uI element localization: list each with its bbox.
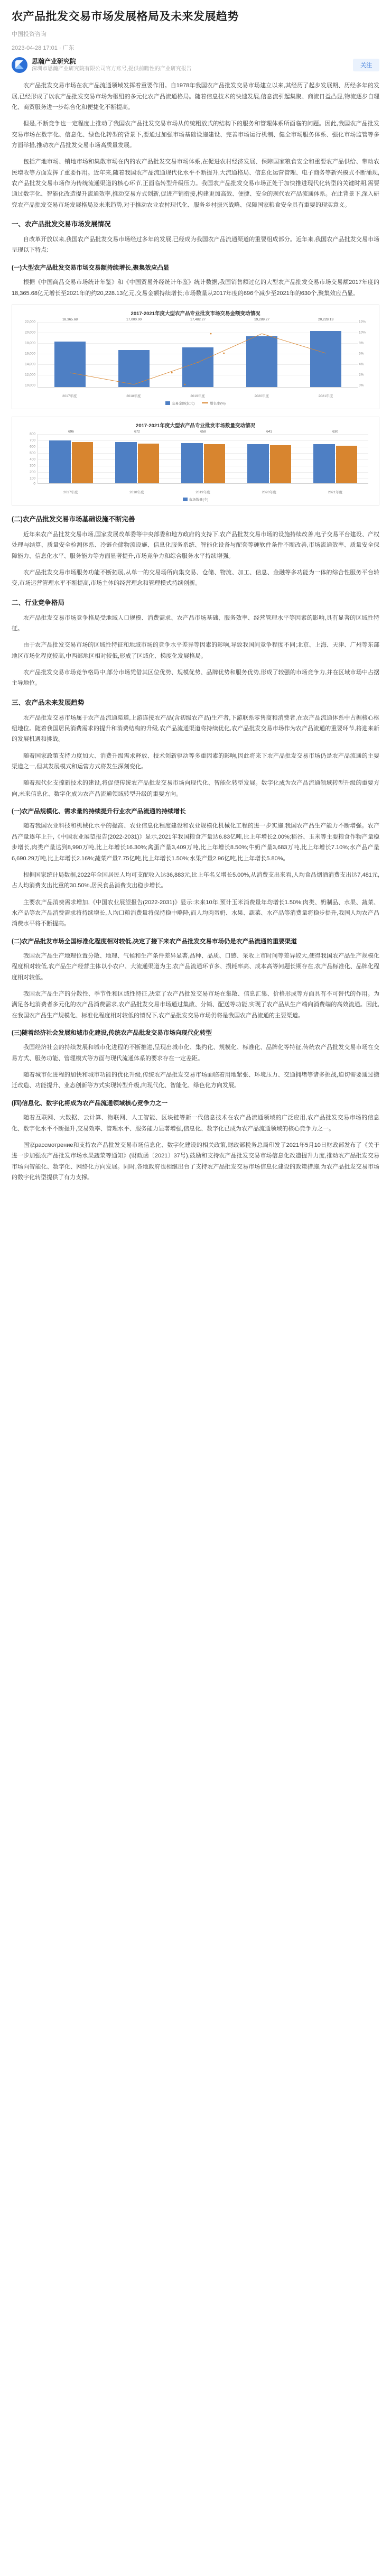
section-heading-6: (一)农产品规模化、需求量的持续提升行业农产品流通的持续增长 <box>12 808 186 815</box>
bar-secondary <box>204 444 225 483</box>
chart-1-xlabels <box>38 393 358 398</box>
section-5-paragraph-2: 随着国家政策支持力度加大、消费升级需求释放、技术创新驱动等多重因素的影响,因此将来下农产品批发交易市场仍是农产品流通的主要渠道之一,但其发展模式和运营方式将发生深刻变化。 <box>12 752 379 770</box>
chart-2-legend-item-0 <box>183 497 209 502</box>
chart-2-xlabel-2: 2019年度 <box>196 490 210 494</box>
bar <box>115 429 140 483</box>
chart-1-ytick-right-2: 8% <box>359 341 364 345</box>
bar-pair <box>246 429 293 483</box>
original-badge: 中国投资咨询 <box>12 31 46 38</box>
section-9-paragraph-1: 随着互联网、大数据、云计算、物联网、人工智能、区块链等新一代信息技术在农产品流通领域的广泛应用,农产品批发交易市场的信息化、数字化水平不断提升,交易效率、管理水平、服务能力显著增强,信息化、数字化已成为农产品流通领域的核心竞争力之一。 <box>12 1115 379 1132</box>
article-timestamp-row <box>12 43 379 52</box>
section-7-paragraph-1: 我国农产品生产地理位置分散、地理、气候和生产条件差异显著,品种、品质、口感、采收上市时间等差异较大,使得我国农产品生产规模化程度相对较低,农产品生产经营主体以小农户、大流通渠道为主,农产品流通环节多、损耗率高、成本高等问题长期存在,农产品标准化、品牌化程度相对较低。 <box>12 952 379 981</box>
section-8-paragraph-2: 随着城市化进程的加快和城市功能的优化升级,传统农产品批发交易市场面临着用地紧张、环境压力、交通拥堵等诸多挑战,迫切需要通过搬迁改造、功能提升、业态创新等方式实现转型升级,向现代化、智能化、绿色化方向发展。 <box>12 1072 379 1089</box>
section-6-paragraph-2: 根据国家统计局数据,2022年全国居民人均可支配收入达36,883元,比上年名义增长5.00%,从消费支出来看,人均食品烟酒消费支出达7,481元,占人均消费支出比重的30.50%,居民食品消费支出稳步增长。 <box>12 871 379 889</box>
intro-paragraph-1: 农产品批发交易市场在农产品流通领域发挥着重要作用。自1978年我国农产品批发交易市场建立以来,其经历了起步发展期、历经多年的发展,已经形成了以农产品批发交易市场为枢纽的多元化农产品流通格局。随着信息技术的快速发展,信息流引起集聚、商流日益凸显,物流逐步自理化、商贸服务进一步综合化和便捷化不断提高。 <box>12 82 379 111</box>
section-heading-5: 三、农产品未来发展趋势 <box>12 698 85 706</box>
section-5-paragraph-1: 农产品批发交易市场属于农产品流通渠道,上游连接农产品(含初级农产品)生产者,下游联系零售商和消费者,在农产品流通体系中占据核心枢纽地位。随着我国居民消费需求的提升和消费结构的升级,农产品流通渠道将持续优化,农产品批发交易市场作为农产品流通的重要环节,将迎来新的发展机遇和挑战。 <box>12 714 379 743</box>
page-title: 农产品批发交易市场发展格局及未来发展趋势 <box>12 11 239 23</box>
chart-1-legend-label-1: 增长率(%) <box>210 401 226 406</box>
intro-paragraph-2: 但是,不断竞争也一定程度上推动了我国农产品批发交易市场从传统粗放式的结构下的服务和管理体系所面临的问题。因此,我国农产品批发交易市场在数字化、信息化、绿色化转型的背景下,要通过加强市场基础设施建设、完善市场运行机制、健全市场服务体系、强化市场监管等多方面举措,推动农产品批发交易市场高质量发展。 <box>12 121 379 149</box>
bar <box>181 429 206 483</box>
chart-2-title: 2017-2021年度大型农产品专业批发市场数量变动情况 <box>136 422 255 429</box>
chart-1-trendline-points <box>38 322 358 387</box>
bar-group <box>236 429 302 483</box>
article-timestamp: 2023-04-28 17:01 · 广东 <box>12 45 75 52</box>
chart-2-xlabels <box>38 490 368 494</box>
chart-1-ytick-0: 22,000 <box>25 320 35 324</box>
section-2-paragraph-1: 根据《中国商品交易市场统计年鉴》和《中国贸易外经统计年鉴》统计数据,我国销售额过亿的大型农产品批发交易市场交易额2017年度的18,365.68亿元增长至2021年的约20,228.13亿元,交易金额持续增长;市场数量从2017年度的696个减少至2021年的630个,聚集效应凸显。 <box>12 279 379 297</box>
bar-value-0: 18,365.68 <box>62 317 78 321</box>
section-heading-8: (三)随着经济社会发展和城市化建设,传统农产品批发交易市场向现代化转型 <box>12 1030 212 1037</box>
bar <box>313 429 338 483</box>
bar-value-4: 630 <box>332 429 338 434</box>
chart-market-count <box>12 417 379 505</box>
chart-1-ytick-3: 16,000 <box>25 352 35 356</box>
chart-2-ytick-0: 800 <box>30 432 35 436</box>
section-heading-1: 一、农产品批发交易市场发展情况 <box>12 220 111 228</box>
chart-1-ytick-4: 14,000 <box>25 362 35 366</box>
author-card[interactable] <box>12 57 379 73</box>
chart-2-legend-label-0: 市场数量(个) <box>189 498 209 502</box>
chart-2-ytick-8: 0 <box>33 482 35 486</box>
bar-group <box>38 429 104 483</box>
chart-2-ytick-1: 700 <box>30 438 35 443</box>
section-heading-3: (二)农产品批发交易市场基础设施不断完善 <box>12 515 135 523</box>
bar-value-2: 17,482.27 <box>190 317 206 321</box>
chart-1-legend-item-0 <box>165 401 194 406</box>
bar-pair <box>114 429 161 483</box>
section-3-paragraph-2: 农产品批发交易市场服务功能不断拓展,从单一的交易场所向集交易、仓储、物流、加工、信息、金融等多功能为一体的综合性服务平台转变,市场运营管理水平不断提高,市场主体的经营理念和管理模式持续创新。 <box>12 569 379 587</box>
chart-1-area <box>17 317 374 399</box>
chart-1-ytick-1: 20,000 <box>25 330 35 335</box>
chart-1-xlabel-2: 2019年度 <box>190 394 205 398</box>
section-7-paragraph-2: 我国农产品生产的分散性、季节性和区域性特征,决定了农产品批发交易市场在集散、信息汇集、价格形成等方面具有不可替代的作用。为满足各地消费者多元化的农产品消费需求,农产品批发交易市场通过集散、分销、配送等功能,实现了农产品从生产端向消费端的高效流通。因此,在我国农产品生产规模化、标准化程度相对较低的情况下,农产品批发交易市场仍将是我国农产品流通的主要渠道。 <box>12 990 379 1019</box>
chart-1-ytick-2: 18,000 <box>25 341 35 345</box>
bar-value-2: 658 <box>200 429 206 434</box>
chart-1-legend-label-0: 交易金额(亿元) <box>172 401 195 406</box>
chart-2-ytick-7: 100 <box>30 476 35 481</box>
bar-group <box>302 429 368 483</box>
bar-pair <box>48 429 95 483</box>
chart-2-legend <box>15 497 376 502</box>
legend-swatch-icon <box>165 401 170 405</box>
chart-1-ytick-right-6: 0% <box>359 383 364 388</box>
bar-value-1: 17,000.00 <box>126 317 142 321</box>
bar-pair <box>312 429 359 483</box>
section-3-paragraph-1: 近年来农产品批发交易市场,国家发展改革委等中央部委和地方政府的支持下,农产品批发交易市场的设施持续改善,电子交易平台建设、产权处理与结算、质量安全检测体系、冷链仓储物流设施、信息化服务系统、智能化设备与配套等硬软件条件不断改善,市场流通效率、质量安全保障能力、信息化水平、服务能力等方面显著提升,市场竞争力和综合服务水平持续增强。 <box>12 531 379 559</box>
chart-2-xlabel-0: 2017年度 <box>63 490 78 494</box>
bar-group <box>104 429 170 483</box>
bar-value-3: 641 <box>266 429 272 434</box>
author-subtitle: 深圳市思瀚产业研究院有限公司官方账号,提供前瞻性的产业研究报告 <box>32 66 192 72</box>
section-heading-4: 二、行业竞争格局 <box>12 599 65 606</box>
section-6-paragraph-3: 主要农产品消费需求增加,《中国农业展望报告(2022-2031)》显示:未来10年,预计玉米消费量年均增长1.50%;肉类、奶制品、水果、蔬菜、水产品等农产品消费需求将持续增长,人均口粮消费量将保持稳中略降,而人均肉蛋奶、水果、蔬菜、水产品等消费量将稳步提升,我国人均农产品消费水平将不断提高。 <box>12 899 379 927</box>
chart-2-bars <box>38 429 368 483</box>
chart-2-ytick-5: 300 <box>30 464 35 468</box>
bar-group <box>170 429 236 483</box>
chart-1-ytick-right-3: 6% <box>359 352 364 356</box>
article-page <box>0 0 391 1204</box>
section-heading-7: (二)农产品批发市场全国标准化程度相对较低,决定了接下来农产品批发交易市场仍是农产品流通的重要渠道 <box>12 938 297 945</box>
section-4-paragraph-2: 由于农产品批发交易市场的区域性特征和地域市场的竞争水平差异等因素的影响,导致我国间竞争程度不同;北京、上海、天津、广州等东部地区市场化程度较高,中西部地区相对较低,形成了区域化、梯度化发展格局。 <box>12 642 379 659</box>
chart-1-xlabel-4: 2021年度 <box>318 394 333 398</box>
author-name: 思瀚产业研究院 <box>32 57 77 65</box>
author-info <box>32 58 349 73</box>
legend-line-icon <box>202 402 208 403</box>
section-heading-2: (一)大型农产品批发交易市场交易额持续增长,聚集效应凸显 <box>12 264 170 271</box>
chart-1-xlabel-1: 2018年度 <box>126 394 141 398</box>
chart-2-ytick-6: 200 <box>30 470 35 474</box>
chart-2-ytick-2: 600 <box>30 445 35 449</box>
chart-2-xlabel-1: 2018年度 <box>129 490 144 494</box>
article-meta <box>12 30 379 38</box>
bar-secondary <box>72 442 93 483</box>
bar <box>49 429 74 483</box>
chart-1-title: 2017-2021年度大型农产品专业批发市场交易金额变动情况 <box>131 310 260 317</box>
chart-1-ytick-right-1: 10% <box>359 330 366 335</box>
section-4-paragraph-3: 农产品批发交易市场竞争格局中,部分市场凭借其区位优势、规模优势、品牌优势和服务优势,形成了较强的市场竞争力,并在区域市场中占据主导地位。 <box>12 669 379 687</box>
bar-secondary <box>138 444 159 483</box>
section-1-paragraph-1: 自改革开放以来,我国农产品批发交易市场经过多年的发展,已经成为我国农产品流通渠道的重要组成部分。近年来,我国农产品批发交易市场呈现以下特点: <box>12 236 379 254</box>
section-heading-9: (四)信息化、数字化将成为农产品流通领域核心竞争力之一 <box>12 1100 168 1107</box>
chart-1-xlabel-0: 2017年度 <box>62 394 77 398</box>
bar-value-4: 20,228.13 <box>318 317 333 321</box>
section-9-paragraph-2: 国家рассмотрение和支持农产品批发交易市场信息化、数字化建设的相关政策,财政部税务总局印发了2021年5月10日财政部发布了《关于进一步加强农产品批发市场水果蔬菜等通知》(财政函〔2021〕37号),鼓励和支持农产品批发交易市场信息化改造提升力度,推动农产品批发交易市场向智能化、数字化、网络化方向发展。同时,各地政府也相继出台了支持农产品批发交易市场信息化建设的政策措施,为农产品批发交易市场的数字化转型提供了有力支撑。 <box>12 1142 379 1181</box>
chart-1-legend <box>15 401 376 406</box>
chart-1-ytick-right-0: 12% <box>359 320 366 324</box>
chart-2-area <box>17 429 374 495</box>
chart-2-ytick-3: 500 <box>30 451 35 455</box>
chart-1-plot <box>38 317 358 388</box>
section-5-paragraph-3: 随着现代化支撑新技术的建设,将促使传统农产品批发交易市场向现代化、智能化转型发展。数字化成为农产品流通领域转型升级的重要方向,未来信息化、数字化成为农产品流通领域转型升级的重要方向。 <box>12 780 379 797</box>
bar-value-1: 672 <box>134 429 140 434</box>
chart-2-xlabel-3: 2020年度 <box>262 490 276 494</box>
section-8-paragraph-1: 我国经济社会的持续发展和城市化进程的不断推进,呈现出城市化、集约化、规模化、标准化、品牌化等特征,传统农产品批发交易市场在交易方式、服务功能、管理模式等方面与现代流通体系的要求存在一定差距。 <box>12 1044 379 1062</box>
chart-1-xlabel-3: 2020年度 <box>254 394 269 398</box>
chart-2-plot <box>38 429 368 484</box>
bar-secondary <box>270 445 291 483</box>
legend-swatch-icon <box>183 498 188 501</box>
chart-2-ytick-4: 400 <box>30 457 35 462</box>
chart-1-ytick-5: 12,000 <box>25 373 35 377</box>
chart-transaction-amount <box>12 305 379 409</box>
bar-secondary <box>336 446 357 483</box>
avatar <box>12 57 27 73</box>
chart-1-ytick-6: 10,000 <box>25 383 35 388</box>
bar-value-0: 696 <box>68 429 74 434</box>
follow-button[interactable]: 关注 <box>353 59 379 71</box>
bar-value-3: 19,289.27 <box>254 317 269 321</box>
bar-pair <box>180 429 227 483</box>
intro-paragraph-3: 包括产地市场、销地市场和集散市场在内的农产品批发交易市场体系,在促进农村经济发展、保障国家粮食安全和重要农产品供给、带动农民增收等方面发挥了重要作用。近年来,随着我国农产品流通现代化水平不断提升,大流通格局、信息化运营管理、电子商务等新兴模式不断涌现,农产品批发交易市场作为传统流通渠道的核心环节,正面临转型升级压力。我国农产品批发交易市场正处于加快推进现代化转型的关键时期,需要通过数字化、智能化改造提升流通效率,推动交易方式创新,促进产销衔接,构建更加高效、便捷、安全的现代农产品流通体系。在此背景下,深入研究农产品批发交易市场发展格局及未来趋势,对于推动农业农村现代化、服务乡村振兴战略、保障国家粮食安全具有重要的现实意义。 <box>12 159 379 208</box>
chart-1-ytick-right-4: 4% <box>359 362 364 366</box>
chart-2-xlabel-4: 2021年度 <box>328 490 343 494</box>
section-6-paragraph-1: 随着我国农业科技和机械化水平的提高、农业信息化程度建设和农业规模化机械化工程的进一步实施,我国农产品生产能力不断增强。农产品产量逐年上升,《中国农业展望报告(2022-2031)》显示,2021年我国粮食产量达6.83亿吨,比上年增长2.00%;稻谷、玉米等主要粮食作物产量稳步增长,肉类产量达到8,990万吨,比上年增长16.30%;禽蛋产量3,409万吨,比上年增长8.50%;牛奶产量3,683万吨,比上年增长7.10%;水产品产量6,690.29万吨,比上年增长2.16%;蔬菜产量7.75亿吨,比上年增长1.50%;水果产量2.96亿吨,比上年增长5.80%。 <box>12 823 379 862</box>
chart-1-legend-item-1 <box>202 401 226 406</box>
section-4-paragraph-1: 农产品批发交易市场竞争格局受地域人口规模、消费需求、农产品市场基础、服务效率、经营管理水平等因素的影响,具有显著的区域性特征。 <box>12 614 379 632</box>
chart-1-ytick-right-5: 2% <box>359 373 364 377</box>
bar <box>247 429 272 483</box>
